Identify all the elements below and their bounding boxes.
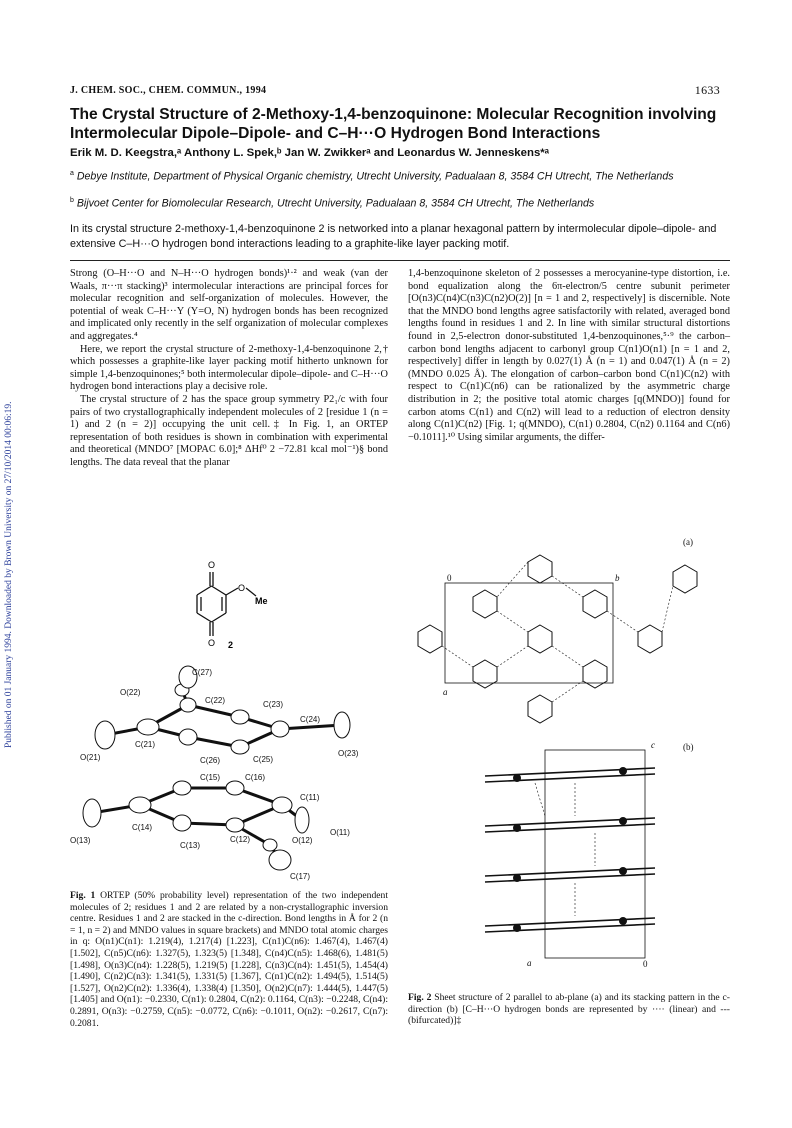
running-head (70, 83, 720, 99)
label-c24: C(24) (300, 715, 321, 724)
body-column-left (70, 268, 388, 470)
panel-label-b: (b) (683, 742, 694, 752)
scheme-oxygen-bottom: O (208, 638, 216, 648)
axis-label-b: b (615, 573, 620, 583)
figure-2b-stacking-pattern (415, 738, 725, 968)
label-c27: C(27) (192, 668, 213, 677)
scheme-methyl: Me (255, 596, 268, 606)
label-o12: O(12) (292, 836, 313, 845)
axis-label-a-b: a (527, 958, 532, 968)
label-o21: O(21) (80, 753, 101, 762)
ortep-figure (70, 665, 370, 885)
label-c12: C(12) (230, 835, 251, 844)
figure-2-text: Sheet structure of 2 parallel to ab-plane (a) and its stacking pattern in the c-direction (b) [C–H···O hydrogen bonds are represented by ···· (linear) and --- (bifurcated)]‡ (408, 992, 731, 1027)
paragraph-distortion: 1,4-benzoquinone skeleton of 2 possesses a merocyanine-type distortion, i.e. bond equalization along the 6π-electron/5 centre subunit perimeter [O(n3)C(n4)C(n3)C(n2)O(2)] [n = 1 and 2, respectively] is discernible. Note that the MNDO bond lengths agree satisfactorily with related, averaged bond lengths found in residues 1 and 2. In line with similar structural distortions found in 2,5-electron donor-substituted 1,4-benzoquinones,⁵·⁹ the carbon–carbon bond lengths adjacent to carbonyl group C(n1)O(n1) [n = 1 and 2, respectively] differ in length by 0.027(1) Å (n = 1) and 0.047(1) Å (n = 2) (MNDO 0.025 Å). The elongation of carbon–carbon bond C(n1)C(n2) with respect to C(n1)C(n6) can be rationalized by the asymmetric charge distribution in 2; the positive total atomic charges [q(MNDO)] found for carbon atoms C(n1) and C(n2) will lead to a reduction of electron density along C(n1)C(n2) [Fig. 1; q(MNDO), C(n1) 0.2804, C(n2) 0.1164 and C(n6) −0.1011].¹⁰ Using similar arguments, the differ- (408, 268, 730, 443)
label-c15: C(15) (200, 773, 221, 782)
figure-1-label: Fig. 1 (70, 890, 96, 901)
figure-2-label: Fig. 2 (408, 992, 432, 1003)
axis-origin-a: 0 (447, 573, 452, 583)
paragraph-structure: The crystal structure of 2 has the space group symmetry P2₁/c with four pairs of two crystallographically independent molecules of 2 [residue 1 (n = 1) and 2 (n = 2)] occupying the unit cell.‡ In Fig. 1, an ORTEP representation of both residues is shown in combination with experimental and theoretical (MNDO⁷ [MOPAC 6.0];⁸ ΔHf⁰ 2 −72.81 kcal mol⁻¹)§ bond lengths. The data reveal that the planar (70, 393, 388, 468)
affiliation-a: $^a$ Debye Institute, Department of Physical Organic chemistry, Utrecht University, Padualaan 8, 3584 CH Utrecht, The Netherlands (70, 170, 674, 183)
label-c14: C(14) (132, 823, 153, 832)
journal-name: J. CHEM. SOC., CHEM. COMMUN., 1994 (70, 85, 267, 96)
article-title: The Crystal Structure of 2-Methoxy-1,4-benzoquinone: Molecular Recognition involving Intermolecular Dipole–Dipole- and C–H···O Hydrogen Bond Interactions (70, 106, 717, 142)
label-c26: C(26) (200, 756, 221, 765)
label-o23: O(23) (338, 749, 359, 758)
page-number: 1633 (694, 83, 720, 97)
figure-2-caption (408, 992, 730, 1027)
label-c16: C(16) (245, 773, 266, 782)
axis-label-c: c (651, 740, 655, 750)
label-o22: O(22) (120, 688, 141, 697)
scheme-compound-number: 2 (228, 640, 234, 650)
download-watermark: Published on 01 January 1994. Downloaded by Brown University on 27/10/2014 00:06:19. (4, 401, 14, 749)
abstract: In its crystal structure 2-methoxy-1,4-benzoquinone 2 is networked into a planar hexagonal pattern by intermolecular dipole–dipole- and extensive C–H···O hydrogen bond interactions leading to a graphite-like layer packing motif. (70, 223, 717, 250)
figure-1-caption (70, 890, 388, 1029)
label-o11: O(11) (330, 828, 350, 837)
axis-label-a: a (443, 687, 448, 697)
paragraph-report: Here, we report the crystal structure of 2-methoxy-1,4-benzoquinone 2,† which possesses a graphite-like layer packing motif hitherto unknown for simple 1,4-benzoquinones;⁵ both intermolecular dipole–dipole- and C–H···O hydrogen bond interactions play a decisive role. (70, 343, 388, 393)
label-c21: C(21) (135, 740, 156, 749)
paragraph-intro: Strong (O–H···O and N–H···O hydrogen bonds)¹·² and weak (van der Waals, π···π stacking)³ intermolecular interactions are principal forces for molecular recognition and self-organization of molecules. However, the potential of weak C–H···Y (Y=O, N) hydrogen bonds has been recognized and implicated only recently in the self organization of molecular complexes and aggregates.⁴ (70, 268, 388, 342)
affiliation-b: $^b$ Bijvoet Center for Biomolecular Research, Utrecht University, Padualaan 8, 3584 CH Utrecht, The Netherlands (70, 197, 595, 210)
scheme-oxygen-methoxy: O (238, 583, 246, 593)
label-o13: O(13) (70, 836, 91, 845)
scheme-oxygen-top: O (208, 560, 216, 570)
abstract-rule (70, 260, 730, 261)
label-c25: C(25) (253, 755, 274, 764)
compound-2-structure (160, 550, 280, 670)
label-c13: C(13) (180, 841, 201, 850)
author-list: Erik M. D. Keegstra,ᵃ Anthony L. Spek,ᵇ Jan W. Zwikkerᵃ and Leonardus W. Jenneskens*ᵃ (70, 147, 550, 159)
axis-origin-b: 0 (643, 959, 648, 968)
label-c11: C(11) (300, 793, 320, 802)
figure-2a-sheet-structure (415, 535, 725, 740)
label-c22: C(22) (205, 696, 226, 705)
figure-1-text: ORTEP (50% probability level) representation of the two independent molecules of 2; residues 1 and 2 are related by a non-crystallographic inversion centre. Residues 1 and 2 are stacked in the c-direction. Bond lengths in Å for 2 (n = 1, n = 2) and MNDO values in square brackets) and MNDO total atomic charges in q: O(n1)C(n1): 1.219(4), 1.217(4) [1.223], C(n1)C(n6): 1.467(4), 1.467(4) [1.502], C(n5)C(n6): 1.327(5), 1.323(5) [1.348], C(n4)C(n5): 1.468(6), 1.481(5) [1.498], O(n3)C(n4): 1.228(5), 1.219(5) [1.228], C(n3)C(n4): 1.451(5), 1.454(4) [1.490], C(n2)C(n3): 1.341(5), 1.331(5) [1.367], C(n1)C(n2): 1.494(5), 1.514(5) [1.527], O(n2)C(n2): 1.336(4), 1.338(4) [1.350], O(n2)C(n7): 1.444(5), 1.447(5) [1.405] and O(n1): −0.2330, C(n1): 0.2804, C(n2): 0.1164, C(n3): −0.2248, C(n4): 0.2891, O(n3): −0.2759, C(n5): −0.0772, C(n6): −0.1011, O(n2): −0.2617, C(n7): 0.2081. (70, 890, 388, 1029)
panel-label-a: (a) (683, 537, 693, 547)
label-c17: C(17) (290, 872, 311, 881)
body-column-right (408, 268, 730, 444)
label-c23: C(23) (263, 700, 284, 709)
